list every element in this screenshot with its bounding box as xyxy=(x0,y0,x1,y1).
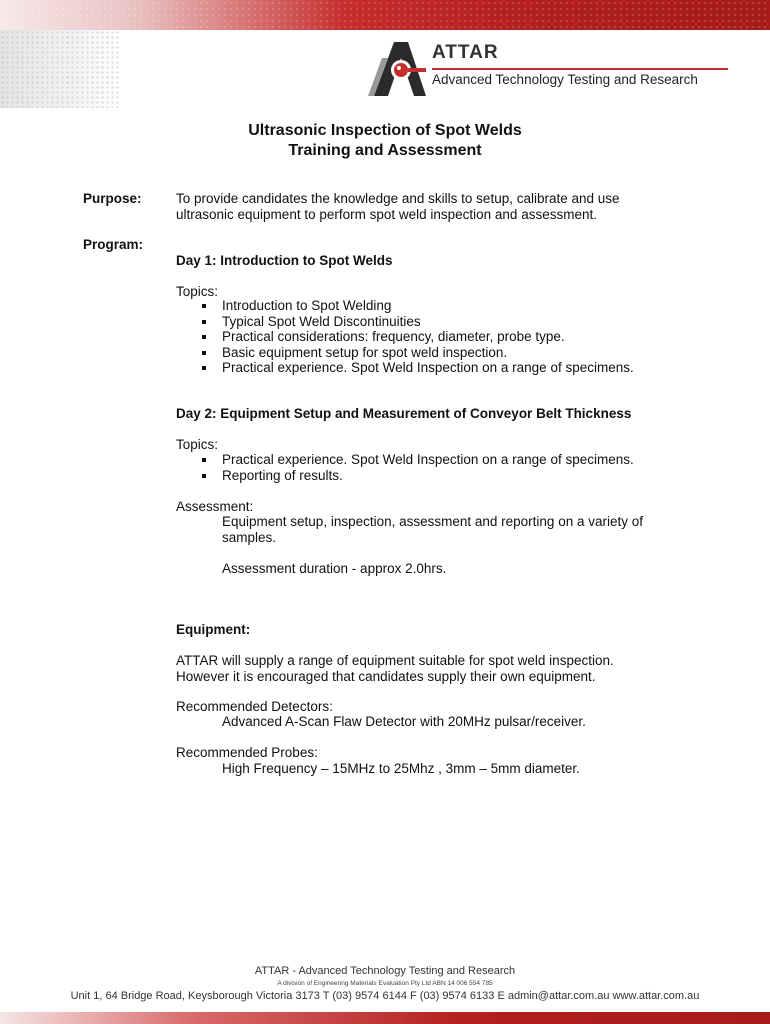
square-bullet-icon xyxy=(202,335,206,339)
square-bullet-icon xyxy=(202,474,206,478)
list-item xyxy=(198,360,634,376)
day2-topics-label: Topics: xyxy=(176,437,219,452)
footer-contact: Unit 1, 64 Bridge Road, Keysborough Victoria 3173 T (03) 9574 6144 F (03) 9574 6133 E admin@attar.com.au www.attar.com.au xyxy=(70,990,700,1002)
list-item xyxy=(198,468,634,484)
list-item xyxy=(198,452,634,468)
header-dot-ornament xyxy=(0,30,120,108)
square-bullet-icon xyxy=(202,458,206,462)
topic-text: Practical considerations: frequency, diameter, probe type. xyxy=(222,329,565,344)
assessment-text-line1: Equipment setup, inspection, assessment and reporting on a variety of xyxy=(222,514,643,529)
footer-band xyxy=(0,1012,770,1024)
equipment-text-line2: However it is encouraged that candidates supply their own equipment. xyxy=(176,669,596,684)
topic-text: Practical experience. Spot Weld Inspection on a range of specimens. xyxy=(222,360,634,375)
day1-topics-list xyxy=(198,298,634,376)
day2-heading: Day 2: Equipment Setup and Measurement of Conveyor Belt Thickness xyxy=(176,406,632,421)
brand-tagline: Advanced Technology Testing and Research xyxy=(432,72,698,87)
topic-text: Basic equipment setup for spot weld inspection. xyxy=(222,344,508,360)
topic-text: Typical Spot Weld Discontinuities xyxy=(222,313,421,329)
document-subtitle: Training and Assessment xyxy=(288,142,482,159)
square-bullet-icon xyxy=(202,351,206,355)
assessment-label: Assessment: xyxy=(176,499,254,514)
list-item xyxy=(198,298,634,314)
list-item xyxy=(198,329,634,345)
company-logo xyxy=(368,36,738,106)
topic-text: Reporting of results. xyxy=(222,467,343,483)
square-bullet-icon xyxy=(202,366,206,370)
detectors-text: Advanced A-Scan Flaw Detector with 20MHz pulsar/receiver. xyxy=(222,714,586,729)
topic-text: Practical experience. Spot Weld Inspection on a range of specimens. xyxy=(222,452,634,467)
list-item xyxy=(198,314,634,330)
probes-text: High Frequency – 15MHz to 25Mhz , 3mm – 5mm diameter. xyxy=(222,761,580,776)
equipment-text-line1: ATTAR will supply a range of equipment suitable for spot weld inspection. xyxy=(176,653,614,668)
day1-topics-label: Topics: xyxy=(176,284,219,299)
assessment-text-line2: samples. xyxy=(222,530,277,545)
probes-label: Recommended Probes: xyxy=(176,745,318,760)
purpose-text-line1: To provide candidates the knowledge and skills to setup, calibrate and use xyxy=(176,191,620,206)
detectors-label: Recommended Detectors: xyxy=(176,699,333,714)
assessment-duration: Assessment duration - approx 2.0hrs. xyxy=(222,561,447,576)
purpose-text-line2: ultrasonic equipment to perform spot weld inspection and assessment. xyxy=(176,207,597,222)
day1-heading: Day 1: Introduction to Spot Welds xyxy=(176,253,393,268)
day2-topics-list xyxy=(198,452,634,483)
square-bullet-icon xyxy=(202,304,206,308)
brand-name: ATTAR xyxy=(432,42,499,63)
square-bullet-icon xyxy=(202,320,206,324)
brand-divider xyxy=(432,68,728,70)
topic-text: Introduction to Spot Welding xyxy=(222,298,392,313)
equipment-heading: Equipment: xyxy=(176,622,251,637)
list-item xyxy=(198,345,634,361)
purpose-label: Purpose: xyxy=(83,191,142,206)
document-title: Ultrasonic Inspection of Spot Welds xyxy=(248,122,522,139)
program-label: Program: xyxy=(83,237,144,252)
attar-logo-icon xyxy=(368,36,426,98)
footer-division: A division of Engineering Materials Evaluation Pty Ltd ABN 14 006 554 785 xyxy=(277,980,493,987)
footer-company: ATTAR - Advanced Technology Testing and Research xyxy=(254,965,516,977)
header-top-band xyxy=(0,0,770,30)
